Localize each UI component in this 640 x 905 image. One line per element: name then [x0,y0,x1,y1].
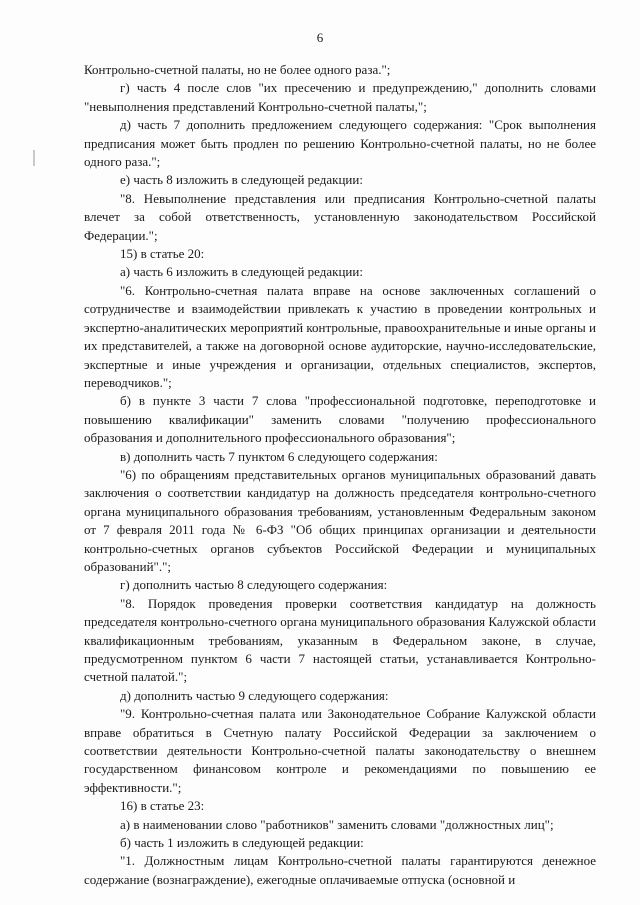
page-number: 6 [316,30,324,45]
document-body [84,61,596,889]
paragraph: б) часть 1 изложить в следующей редакции: [120,835,364,851]
paragraph: г) дополнить частью 8 следующего содержания: [120,577,388,593]
paragraph: "6) по обращениям представительных органов муниципальных образований давать заключения о соответствии кандидатур на должность председателя контрольно-счетного органа муниципального образования требованиям, установленным Федеральным законом от 7 февраля 2011 года № 6-ФЗ "Об общих принципах организации и деятельности контрольно-счетных органов субъектов Российской Федерации и муниципальных образований"."; [84,466,596,574]
paragraph: "9. Контрольно-счетная палата или Законодательное Собрание Калужской области вправе обратиться в Счетную палату Российской Федерации за заключением о соответствии деятельности Контрольно-счетной палаты законодательству о внешнем государственном финансовом контроле и рекомендациями по повышению ее эффективности."; [84,706,596,795]
paragraph: 16) в статье 23: [120,798,205,814]
paragraph: а) часть 6 изложить в следующей редакции: [120,264,363,280]
paragraph: "8. Невыполнение представления или предписания Контрольно-счетной палаты влечет за собой ответственность, установленную законодательством Российской Федерации."; [84,190,596,243]
margin-mark [33,150,35,166]
paragraph: Контрольно-счетной палаты, но не более одного раза."; [84,62,391,77]
paragraph: в) дополнить часть 7 пунктом 6 следующего содержания: [120,448,438,464]
paragraph: е) часть 8 изложить в следующей редакции: [120,172,363,188]
paragraph: б) в пункте 3 части 7 слова "профессиональной подготовке, переподготовке и повышению квалификации" заменить словами "получению профессионального образования и дополнительного профессионального образования"; [84,393,596,446]
paragraph: "6. Контрольно-счетная палата вправе на основе заключенных соглашений о сотрудничестве и взаимодействии привлекать к участию в проведении контрольных и экспертно-аналитических мероприятий контрольные, правоохранительные и иные органы и их представителей, а также на договорной основе аудиторские, научно-исследовательские, экспертные и иные учреждения и организации, отдельных специалистов, экспертов, переводчиков."; [84,282,596,390]
paragraph: "1. Должностным лицам Контрольно-счетной палаты гарантируются денежное содержание (вознаграждение), ежегодные оплачиваемые отпуска (основной и [84,853,596,887]
paragraph: д) дополнить частью 9 следующего содержания: [120,687,389,703]
paragraph: а) в наименовании слово "работников" заменить словами "должностных лиц"; [120,816,554,832]
paragraph: д) часть 7 дополнить предложением следующего содержания: "Срок выполнения предписания может быть продлен по решению Контрольно-счетной палаты, но не более одного раза."; [84,117,596,170]
paragraph: г) часть 4 после слов "их пресечению и предупреждению," дополнить словами "невыполнения представлений Контрольно-счетной палаты,"; [84,80,596,114]
paragraph: "8. Порядок проведения проверки соответствия кандидатур на должность председателя контрольно-счетного органа муниципального образования Калужской области квалификационным требованиям, указанным в Федеральном законе, в случае, предусмотренном пунктом 6 части 7 настоящей статьи, устанавливается Контрольно-счетной палатой."; [84,595,596,685]
paragraph: 15) в статье 20: [120,246,205,262]
